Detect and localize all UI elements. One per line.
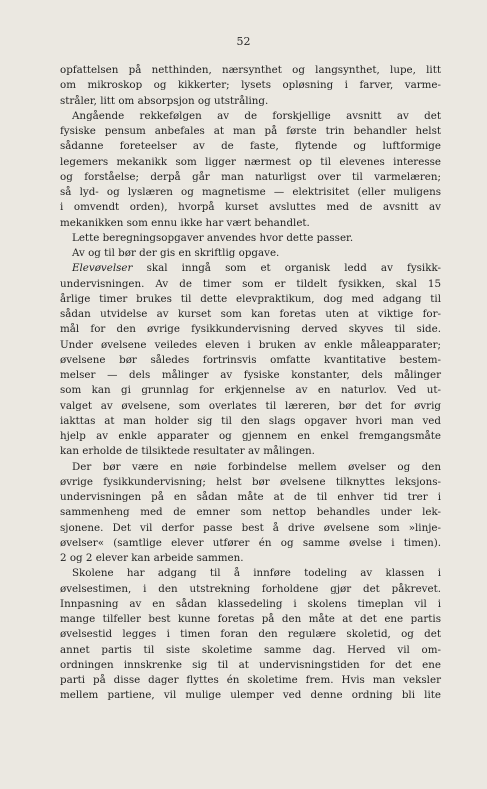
text-line: Angående rekkefølgen av de forskjellige avsnitt av det <box>72 109 441 122</box>
text-line: sådanne foreteelser av de faste, flytende og luftformige <box>60 140 441 153</box>
text-line: så lyd- og lyslæren og magnetisme — elektrisitet (eller muligens <box>60 186 441 198</box>
text-line: sjonene. Det vil derfor passe best å drive øvelsene som »linje- <box>60 521 441 534</box>
text-line: undervisningen på en sådan måte at de til enhver tid trer i <box>60 491 441 503</box>
text-line: øvelsestimen, i den utstrekning forholdene gjør det påkrevet. <box>60 582 441 595</box>
text-line: iakttas at man holder sig til den slags opgaver hvori man ved <box>60 414 441 427</box>
text-line: mål for den øvrige fysikkundervisning derved skyves til side. <box>60 323 441 336</box>
text-line: hjelp av enkle apparater og gjennem en enkel fremgangsmåte <box>60 430 441 442</box>
text-line: annet partis til siste skoletime samme dag. Herved vil om- <box>60 643 441 656</box>
text-line: som kan gi grunnlag for erkjennelse av en naturlov. Ved ut- <box>60 384 441 397</box>
text-line: kan erholde de tilsiktede resultater av målingen. <box>60 445 315 458</box>
text-line: øvrige fysikkundervisning; helst bør øvelsene tilknyttes leksjons- <box>60 475 441 488</box>
text-line: stråler, litt om absorpsjon og utstråling. <box>60 94 269 107</box>
text-line: sådan utvidelse av kurset som kan foretas uten at viktige for- <box>60 308 441 320</box>
line-text: skal inngå som et organisk ledd av fysikk- <box>146 262 441 275</box>
text-line: mellem partiene, vil mulige ulemper ved denne ordning bli lite <box>60 689 441 702</box>
text-line: Skolene har adgang til å innføre todeling av klassen i <box>72 567 441 580</box>
text-line: Der bør være en nøie forbindelse mellem øvelser og den <box>72 460 441 473</box>
text-line: og forståelse; derpå går man naturligst over til varmelæren; <box>60 170 441 183</box>
body-text <box>60 63 441 704</box>
text-line: Under øvelsene veiledes eleven i bruken av enkle måleapparater; <box>60 338 441 351</box>
text-line: fysiske pensum anbefales at man på første trin behandler helst <box>60 125 441 137</box>
text-line: øvelser« (samtlige elever utfører én og samme øvelse i timen). <box>60 536 441 549</box>
text-line: melser — dels målinger av fysiske konstanter, dels målinger <box>60 369 441 381</box>
text-line: parti på disse dager flyttes én skoletime frem. Hvis man veksler <box>60 674 441 686</box>
text-line: om mikroskop og kikkerter; lysets opløsning i farver, varme- <box>60 79 441 92</box>
text-line: Av og til bør der gis en skriftlig opgave. <box>72 247 280 259</box>
text-line: undervisningen. Av de timer som er tildelt fysikken, skal 15 <box>60 277 441 290</box>
text-line: øvelsene bør således fortrinsvis omfatte kvantitative bestem- <box>60 353 441 366</box>
text-line: 2 og 2 elever kan arbeide sammen. <box>60 552 244 564</box>
text-line: mange tilfeller best kunne foretas på den måte at det ene partis <box>60 613 441 625</box>
text-line: øvelsestid legges i timen foran den regulære skoletid, og det <box>60 628 441 641</box>
italic-term: Elevøvelser <box>72 262 133 275</box>
text-line: Lette beregningsopgaver anvendes hvor dette passer. <box>72 231 354 244</box>
text-line: i omvendt orden), hvorpå kurset avsluttes med de avsnitt av <box>60 201 441 214</box>
page-number: 52 <box>236 35 251 48</box>
text-line: ordningen innskrenke sig til at undervisningstiden for det ene <box>60 658 441 671</box>
text-line: sammenheng med de emner som nettop behandles under lek- <box>60 506 441 519</box>
text-line <box>60 261 441 276</box>
text-line: valget av øvelsene, som overlates til læreren, bør det for øvrig <box>60 399 441 412</box>
text-line: Innpasning av en sådan klassedeling i skolens timeplan vil i <box>60 597 441 610</box>
text-line: årlige timer brukes til dette elevpraktikum, dog med adgang til <box>60 292 441 305</box>
text-line: opfattelsen på netthinden, nærsynthet og langsynthet, lupe, litt <box>60 64 441 76</box>
text-line: legemers mekanikk som ligger nærmest op til elevenes interesse <box>60 155 441 168</box>
text-line: mekanikken som ennu ikke har vært behandlet. <box>60 216 310 229</box>
